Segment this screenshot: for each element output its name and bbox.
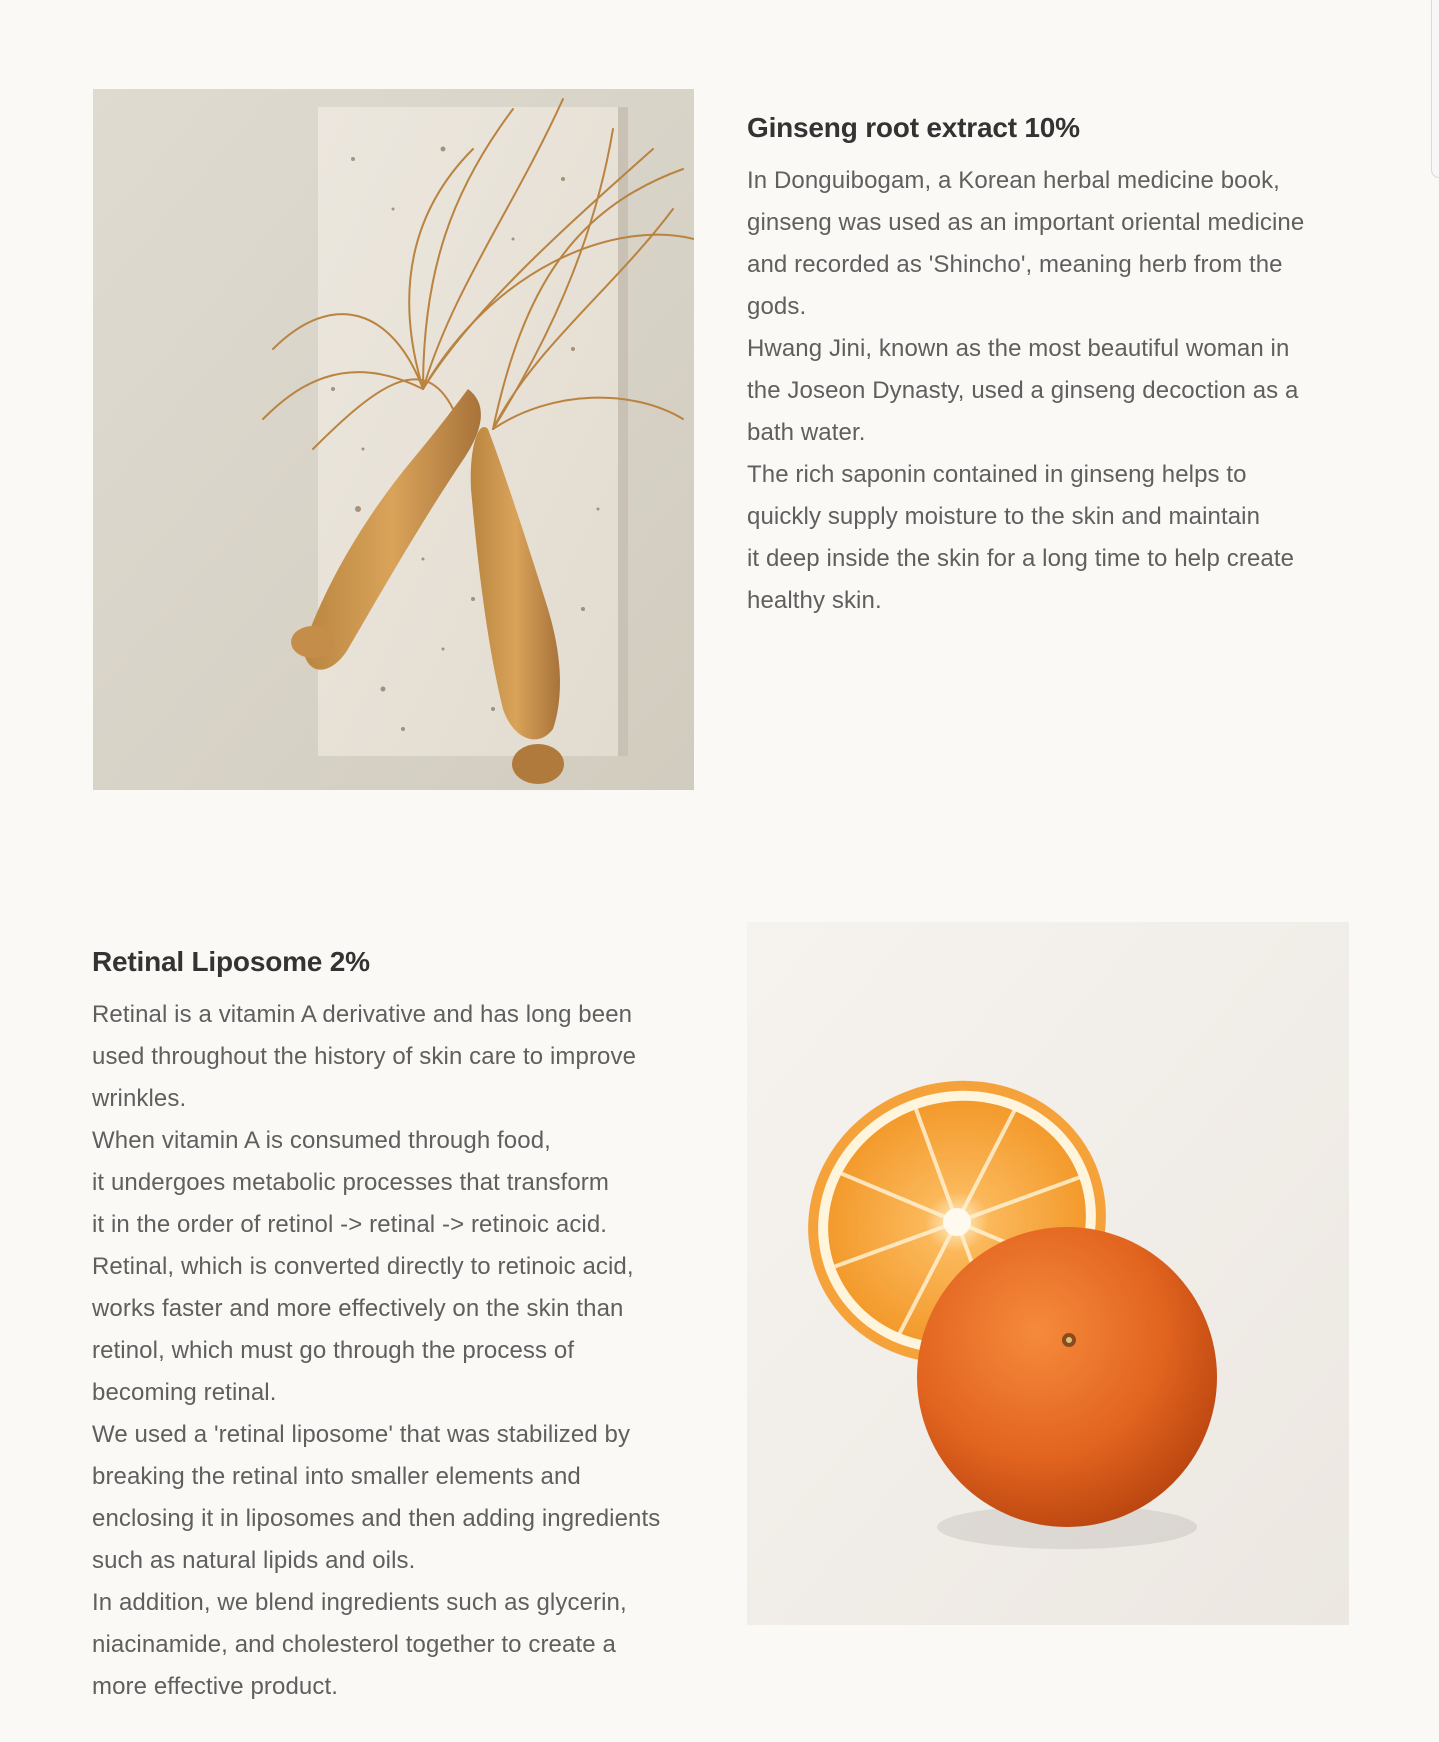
ginseng-paragraph <box>747 160 1357 622</box>
retinal-heading: Retinal Liposome 2% <box>92 946 370 977</box>
retinal-line: In addition, we blend ingredients such as glycerin, <box>92 1589 627 1616</box>
retinal-line: We used a 'retinal liposome' that was stabilized by <box>92 1421 631 1448</box>
ginseng-line: ginseng was used as an important oriental medicine <box>747 209 1305 236</box>
orange-image <box>747 922 1349 1625</box>
retinal-line: retinol, which must go through the process of <box>92 1337 575 1364</box>
retinal-line: used throughout the history of skin care to improve <box>92 1043 637 1070</box>
retinal-line: works faster and more effectively on the skin than <box>92 1295 624 1322</box>
retinal-line: wrinkles. <box>92 1085 187 1112</box>
retinal-paragraph <box>92 994 712 1708</box>
ginseng-line: healthy skin. <box>747 587 882 614</box>
scrollbar-edge[interactable] <box>1431 0 1439 178</box>
ginseng-heading: Ginseng root extract 10% <box>747 112 1080 143</box>
ginseng-line: In Donguibogam, a Korean herbal medicine book, <box>747 167 1280 194</box>
ginseng-line: gods. <box>747 293 807 320</box>
ginseng-line: quickly supply moisture to the skin and maintain <box>747 503 1261 530</box>
retinal-line: enclosing it in liposomes and then adding ingredients <box>92 1505 661 1532</box>
ginseng-line: bath water. <box>747 419 866 446</box>
retinal-line: niacinamide, and cholesterol together to create a <box>92 1631 616 1658</box>
retinal-description <box>92 942 712 1708</box>
retinal-line: Retinal is a vitamin A derivative and has long been <box>92 1001 633 1028</box>
retinal-line: Retinal, which is converted directly to retinoic acid, <box>92 1253 634 1280</box>
retinal-line: it undergoes metabolic processes that transform <box>92 1169 609 1196</box>
retinal-line: breaking the retinal into smaller elements and <box>92 1463 581 1490</box>
retinal-line: When vitamin A is consumed through food, <box>92 1127 551 1154</box>
ginseng-line: the Joseon Dynasty, used a ginseng decoction as a <box>747 377 1299 404</box>
retinal-line: it in the order of retinol -> retinal -> retinoic acid. <box>92 1211 608 1238</box>
ginseng-description <box>747 108 1357 622</box>
ginseng-line: and recorded as 'Shincho', meaning herb from the <box>747 251 1283 278</box>
retinal-line: becoming retinal. <box>92 1379 277 1406</box>
ginseng-line: Hwang Jini, known as the most beautiful woman in <box>747 335 1290 362</box>
retinal-line: more effective product. <box>92 1673 338 1700</box>
ginseng-line: it deep inside the skin for a long time to help create <box>747 545 1295 572</box>
ginseng-line: The rich saponin contained in ginseng helps to <box>747 461 1247 488</box>
ginseng-root-image <box>93 89 694 790</box>
retinal-line: such as natural lipids and oils. <box>92 1547 416 1574</box>
